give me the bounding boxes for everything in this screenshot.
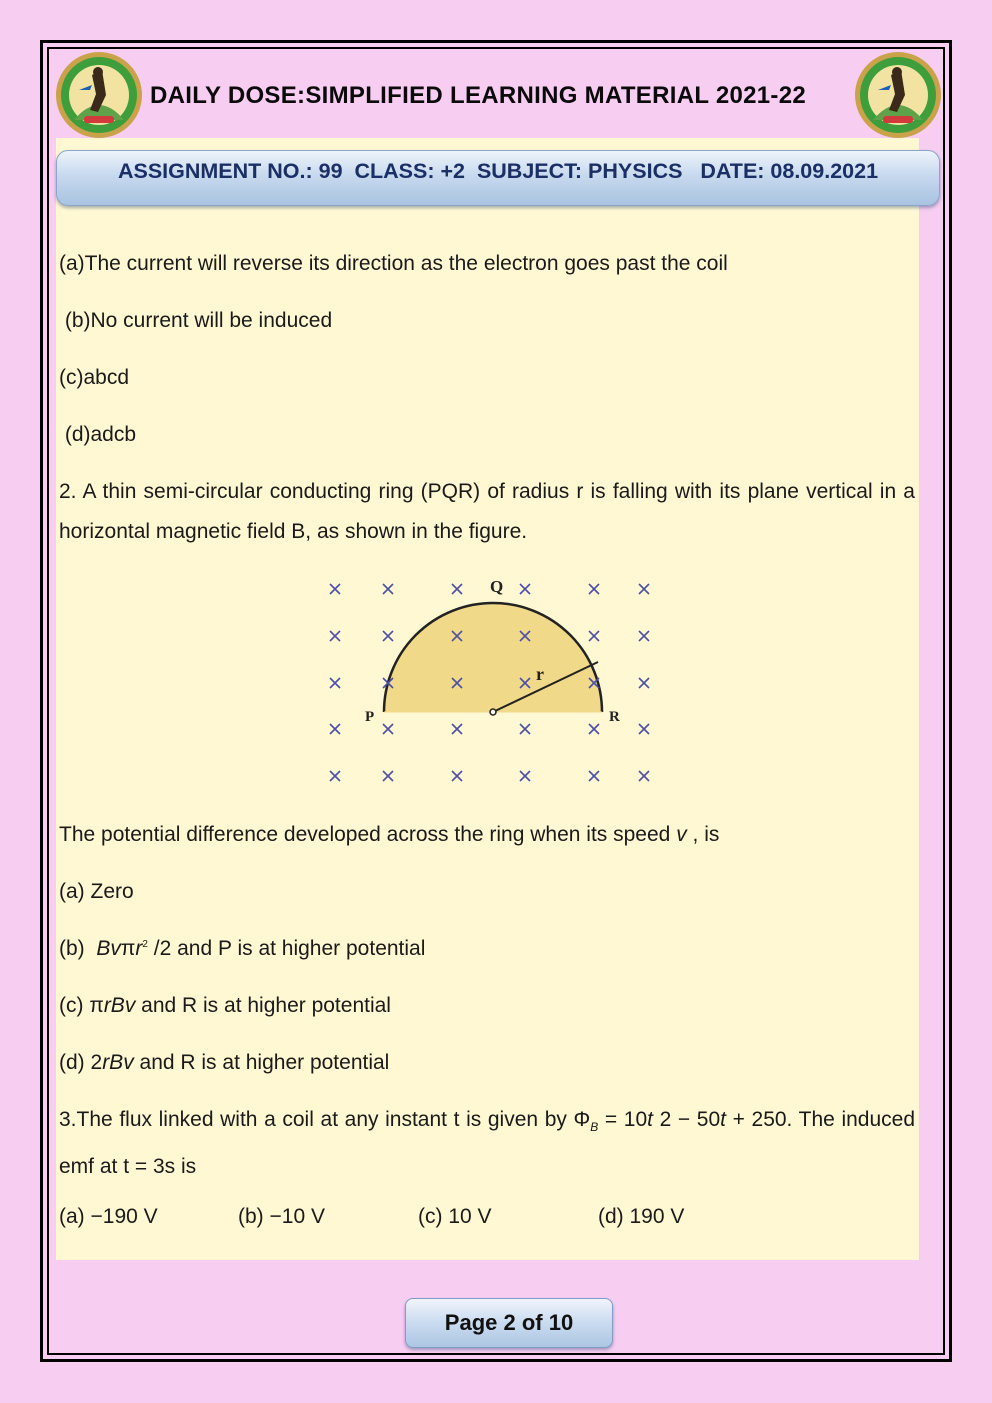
q1-option-b: (b)No current will be induced: [59, 309, 333, 332]
q2-option-d: (d) 2rBv and R is at higher potential: [59, 1051, 390, 1074]
field-cross: [330, 724, 340, 734]
assignment-info: ASSIGNMENT NO.: 99 CLASS: +2 SUBJECT: PHYSICS DATE: 08.09.2021: [117, 159, 879, 183]
school-logo-right: [853, 50, 943, 140]
field-cross: [330, 678, 340, 688]
field-cross: [589, 631, 599, 641]
label-r-point: R: [609, 709, 620, 725]
q3-option-c: (c) 10 V: [418, 1205, 492, 1228]
q3-question: 3.The flux linked with a coil at any instant t is given by $\Phi_B = 10t$ 2 − 50t + 250. The induced emf at t = 3s is: [59, 1108, 916, 1179]
field-cross: [330, 631, 340, 641]
field-cross: [452, 724, 462, 734]
q2-option-a: (a) Zero: [59, 880, 134, 903]
field-cross: [589, 724, 599, 734]
q2-prompt: The potential difference developed across the ring when its speed v , is: [59, 823, 720, 846]
label-radius: r: [536, 664, 544, 684]
q1-option-a: (a)The current will reverse its direction as the electron goes past the coil: [59, 252, 728, 275]
label-q: Q: [490, 577, 504, 596]
field-cross: [383, 771, 393, 781]
q2-question: 2. A thin semi-circular conducting ring (PQR) of radius r is falling with its plane vertical in a horizontal magnetic field B, as shown in the figure.: [59, 480, 915, 543]
field-cross: [383, 584, 393, 594]
page-indicator: Page 2 of 10: [405, 1298, 613, 1348]
field-cross: [639, 678, 649, 688]
center-point: [490, 709, 496, 715]
field-cross: [520, 724, 530, 734]
q2-option-b: (b) Bvπr$^2$ /2 and P is at higher potential: [59, 937, 426, 960]
label-p: P: [365, 709, 375, 725]
field-cross: [383, 631, 393, 641]
field-cross: [452, 584, 462, 594]
field-cross: [330, 771, 340, 781]
field-cross: [639, 771, 649, 781]
field-cross: [589, 584, 599, 594]
q3-option-d: (d) 190 V: [598, 1205, 685, 1228]
q1-option-c: (c)abcd: [59, 366, 130, 389]
semicircle-fill: [384, 603, 602, 712]
semicircular-ring-figure: [318, 570, 660, 792]
field-cross: [520, 584, 530, 594]
field-cross: [520, 771, 530, 781]
q1-option-d: (d)adcb: [59, 423, 137, 446]
field-cross: [589, 771, 599, 781]
field-cross: [639, 631, 649, 641]
field-cross: [452, 771, 462, 781]
document-title: DAILY DOSE:SIMPLIFIED LEARNING MATERIAL 2021-22: [150, 82, 806, 109]
field-cross: [383, 724, 393, 734]
field-cross: [330, 584, 340, 594]
school-logo-left: [54, 50, 144, 140]
q2-option-c: (c) πrBv and R is at higher potential: [59, 994, 391, 1017]
q3-option-a: (a) −190 V: [59, 1205, 158, 1228]
field-cross: [639, 724, 649, 734]
q3-option-b: (b) −10 V: [238, 1205, 325, 1228]
field-cross: [639, 584, 649, 594]
